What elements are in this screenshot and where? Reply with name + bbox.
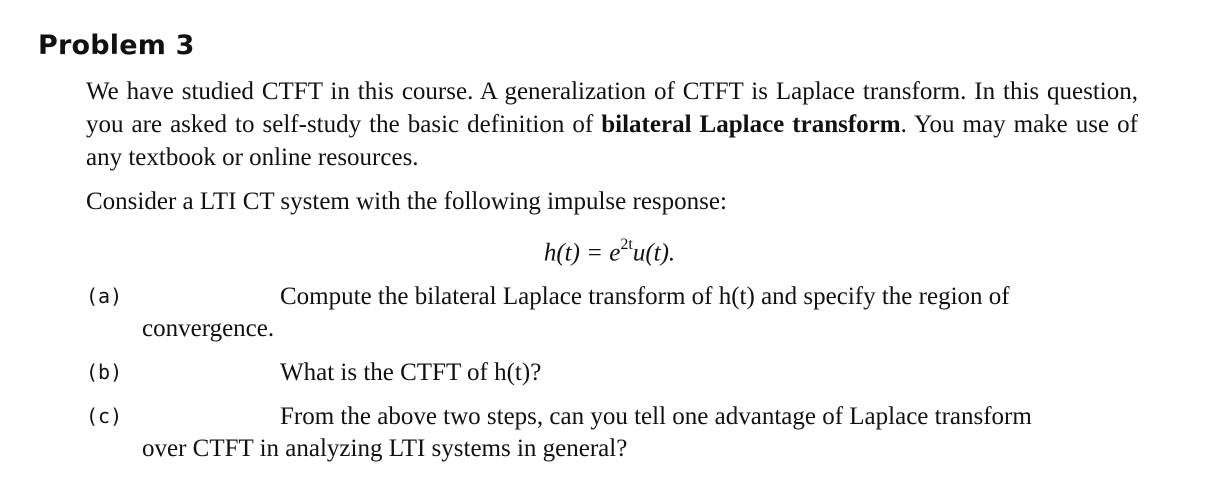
- part-c-text: From the above two steps, can you tell one advantage of Laplace transform: [280, 403, 1032, 430]
- part-b-label: (b): [86, 360, 123, 384]
- part-a-label: (a): [86, 284, 123, 308]
- impulse-response-equation: [0, 230, 1219, 269]
- part-a-continuation: convergence.: [142, 315, 275, 342]
- part-b-text: What is the CTFT of h(t)?: [280, 359, 542, 386]
- part-a-text: Compute the bilateral Laplace transform of h(t) and specify the region of: [280, 283, 1010, 310]
- intro-bold-term: bilateral Laplace transform: [601, 111, 901, 138]
- equation-rhs: u(t).: [632, 239, 676, 267]
- equation-lhs: h(t) = e: [543, 239, 621, 267]
- part-c-label: (c): [86, 404, 123, 428]
- consider-paragraph: Consider a LTI CT system with the following impulse response:: [86, 188, 727, 215]
- intro-text-1: We have studied CTFT in this course. A generalization of CTFT is Laplace transform. In this question, you are asked to self-study the basic definition of: [86, 78, 1138, 138]
- part-c-continuation: over CTFT in analyzing LTI systems in general?: [142, 435, 628, 462]
- intro-paragraph: [86, 75, 1138, 174]
- problem-title: Problem 3: [38, 30, 195, 61]
- intro-text-2: . You may make use of any textbook or online resources.: [86, 111, 1138, 171]
- equation-exponent: 2t: [620, 236, 633, 253]
